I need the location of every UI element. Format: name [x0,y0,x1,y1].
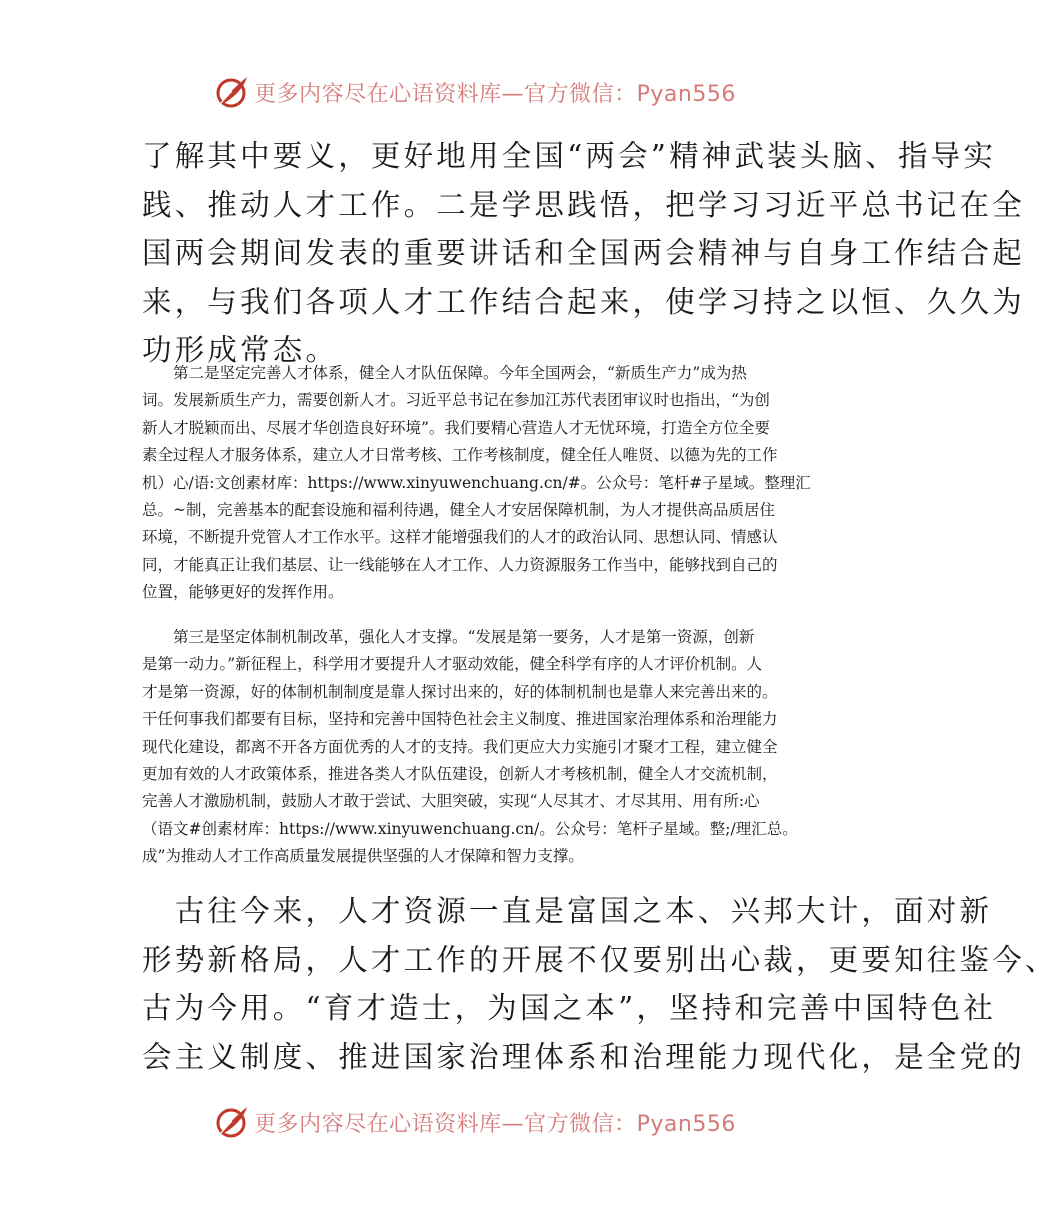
paragraph-line: 素全过程人才服务体系，建立人才日常考核、工作考核制度，健全任人唯贤、以德为先的工作 [142,446,778,465]
footer-banner-text: 更多内容尽在心语资料库—官方微信：Pyan556 [254,1111,736,1137]
paragraph-line: 成”为推动人才工作高质量发展提供坚强的人才保障和智力支撑。 [142,847,584,866]
paragraph-line: 机）心/语:文创素材库：https://www.xinyuwenchuang.cn/#。公众号：笔杆#子星域。整理汇 [142,473,811,492]
paragraph-line: 形势新格局，人才工作的开展不仅要别出心裁，更要知往鉴今、 [142,942,1058,977]
paragraph-line: 新人才脱颖而出、尽展才华创造良好环境”。我们要精心营造人才无忧环境，打造全方位全要 [142,418,770,437]
paragraph-line: 同，才能真正让我们基层、让一线能够在人才工作、人力资源服务工作当中，能够找到自己的 [142,555,778,574]
quill-pen-logo-icon [214,74,250,110]
paragraph-1 [142,132,1025,375]
paragraph-line: 功形成常态。 [142,333,339,367]
footer-banner [0,1100,950,1144]
quill-pen-logo-icon [214,1104,250,1140]
paragraph-line: 环境，不断提升党管人才工作水平。这样才能增强我们的人才的政治认同、思想认同、情感认 [142,528,778,547]
paragraph-line: 完善人才激励机制，鼓励人才敢于尝试、大胆突破，实现“人尽其才、才尽其用、用有所:心 [142,792,760,811]
paragraph-line: 干任何事我们都要有目标，坚持和完善中国特色社会主义制度、推进国家治理体系和治理能力 [142,710,778,729]
paragraph-3 [142,624,814,871]
paragraph-4 [142,887,1058,1081]
paragraph-line: 践、推动人才工作。二是学思践悟，把学习习近平总书记在全 [142,187,1025,222]
header-banner-text: 更多内容尽在心语资料库—官方微信：Pyan556 [254,81,736,107]
paragraph-line: 来，与我们各项人才工作结合起来，使学习持之以恒、久久为 [142,284,1025,319]
paragraph-line: 位置，能够更好的发挥作用。 [142,583,344,602]
paragraph-line: 第三是坚定体制机制改革，强化人才支撑。“发展是第一要务，人才是第一资源，创新 [142,628,755,646]
paragraph-line: 词。发展新质生产力，需要创新人才。习近平总书记在参加江苏代表团审议时也指出，“为创 [142,391,770,410]
paragraph-line: 古往今来，人才资源一直是富国之本、兴邦大计，面对新 [142,894,993,928]
paragraph-line: 现代化建设，都离不开各方面优秀的人才的支持。我们更应大力实施引才聚才工程，建立健全 [142,737,778,756]
paragraph-line: 国两会期间发表的重要讲话和全国两会精神与自身工作结合起 [142,236,1025,270]
header-banner [0,70,950,114]
paragraph-line: 总。~制，完善基本的配套设施和福利待遇，健全人才安居保障机制，为人才提供高品质居住 [142,501,775,520]
paragraph-line: 了解其中要义，更好地用全国“两会”精神武装头脑、指导实 [142,139,997,173]
paragraph-line: 是第一动力。”新征程上，科学用才要提升人才驱动效能，健全科学有序的人才评价机制。人 [142,655,763,674]
paragraph-line: 古为今用。“育才造士，为国之本”，坚持和完善中国特色社 [142,991,997,1025]
paragraph-line: 第二是坚定完善人才体系，健全人才队伍保障。今年全国两会，“新质生产力”成为热 [142,364,747,382]
paragraph-line: 才是第一资源，好的体制机制制度是靠人探讨出来的，好的体制机制也是靠人来完善出来的。 [142,682,778,701]
paragraph-line: （语文#创素材库：https://www.xinyuwenchuang.cn/。公众号：笔杆子星域。整;/理汇总。 [142,819,798,838]
paragraph-2 [142,360,814,607]
paragraph-line: 更加有效的人才政策体系，推进各类人才队伍建设，创新人才考核机制，健全人才交流机制， [142,765,778,784]
paragraph-line: 会主义制度、推进国家治理体系和治理能力现代化，是全党的 [142,1039,1025,1074]
